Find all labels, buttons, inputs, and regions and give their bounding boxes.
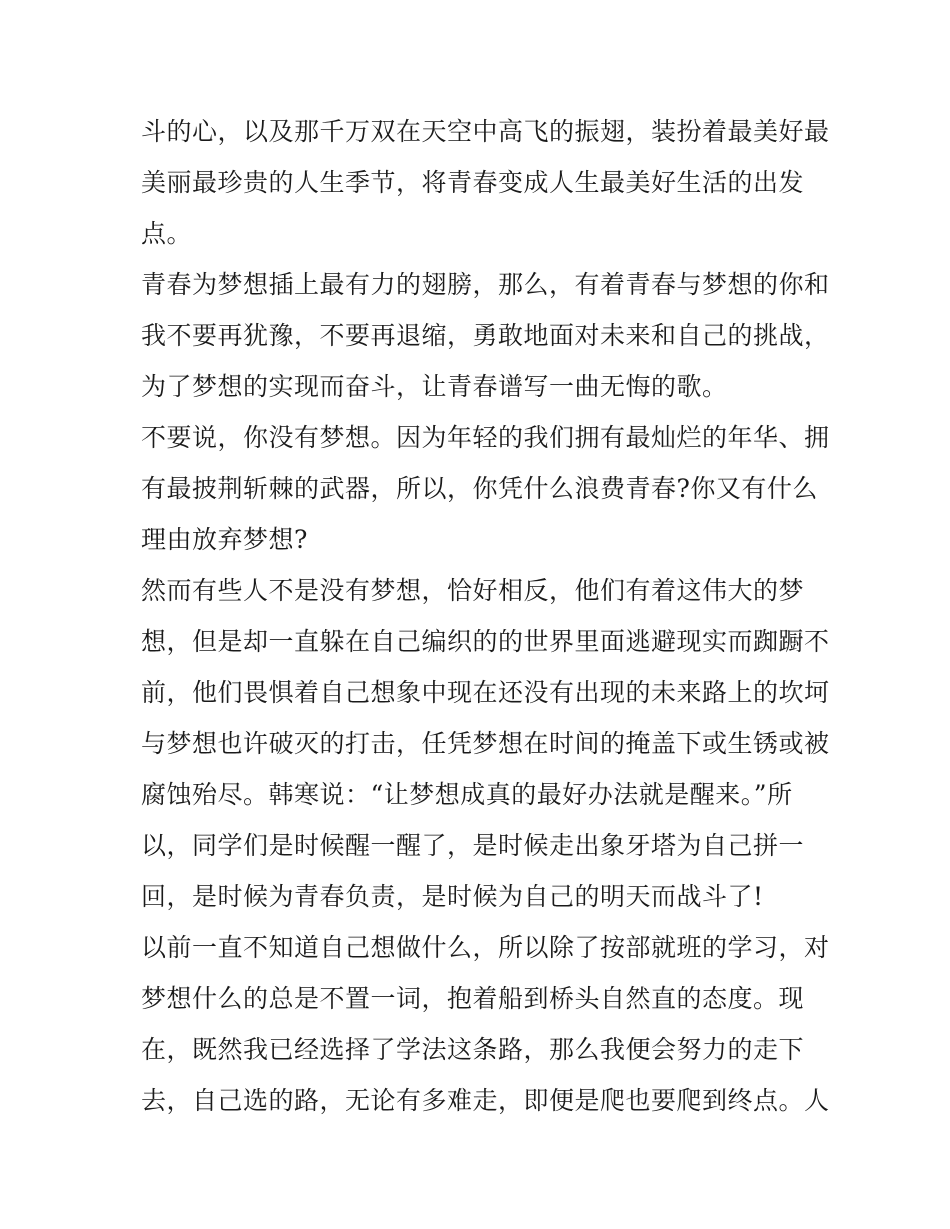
text-line: 然而有些人不是没有梦想，恰好相反，他们有着这伟大的梦 (141, 576, 805, 605)
text-line: 有最披荆斩棘的武器，所以，你凭什么浪费青春?你又有什么 (141, 474, 818, 503)
text-line: 我不要再犹豫，不要再退缩，勇敢地面对未来和自己的挑战， (141, 321, 830, 350)
body-text (141, 106, 830, 1126)
text-line: 点。 (141, 219, 193, 248)
text-line: 为了梦想的实现而奋斗，让青春谱写一曲无悔的歌。 (141, 372, 728, 401)
text-line: 以，同学们是时候醒一醒了，是时候走出象牙塔为自己拼一 (141, 831, 805, 860)
text-line: 前，他们畏惧着自己想象中现在还没有出现的未来路上的坎坷 (141, 678, 830, 707)
text-line: 以前一直不知道自己想做什么，所以除了按部就班的学习，对 (141, 933, 830, 962)
text-line: 梦想什么的总是不置一词，抱着船到桥头自然直的态度。现 (141, 984, 805, 1013)
text-line: 想，但是却一直躲在自己编织的的世界里面逃避现实而踟蹰不 (141, 627, 830, 656)
text-line: 理由放弃梦想? (141, 525, 308, 554)
text-line: 青春为梦想插上最有力的翅膀，那么，有着青春与梦想的你和 (141, 270, 830, 299)
text-line: 不要说，你没有梦想。因为年轻的我们拥有最灿烂的年华、拥 (141, 423, 830, 452)
text-line: 回，是时候为青春负责，是时候为自己的明天而战斗了! (141, 882, 764, 911)
text-line: 腐蚀殆尽。韩寒说：“让梦想成真的最好办法就是醒来。”所 (141, 780, 793, 809)
text-line: 去，自己选的路，无论有多难走，即便是爬也要爬到终点。人 (141, 1086, 830, 1115)
text-line: 斗的心，以及那千万双在天空中高飞的振翅，装扮着最美好最 (141, 117, 830, 146)
text-line: 美丽最珍贵的人生季节，将青春变成人生最美好生活的出发 (141, 168, 805, 197)
text-line: 与梦想也许破灭的打击，任凭梦想在时间的掩盖下或生锈或被 (141, 729, 830, 758)
text-line: 在，既然我已经选择了学法这条路，那么我便会努力的走下 (141, 1035, 805, 1064)
